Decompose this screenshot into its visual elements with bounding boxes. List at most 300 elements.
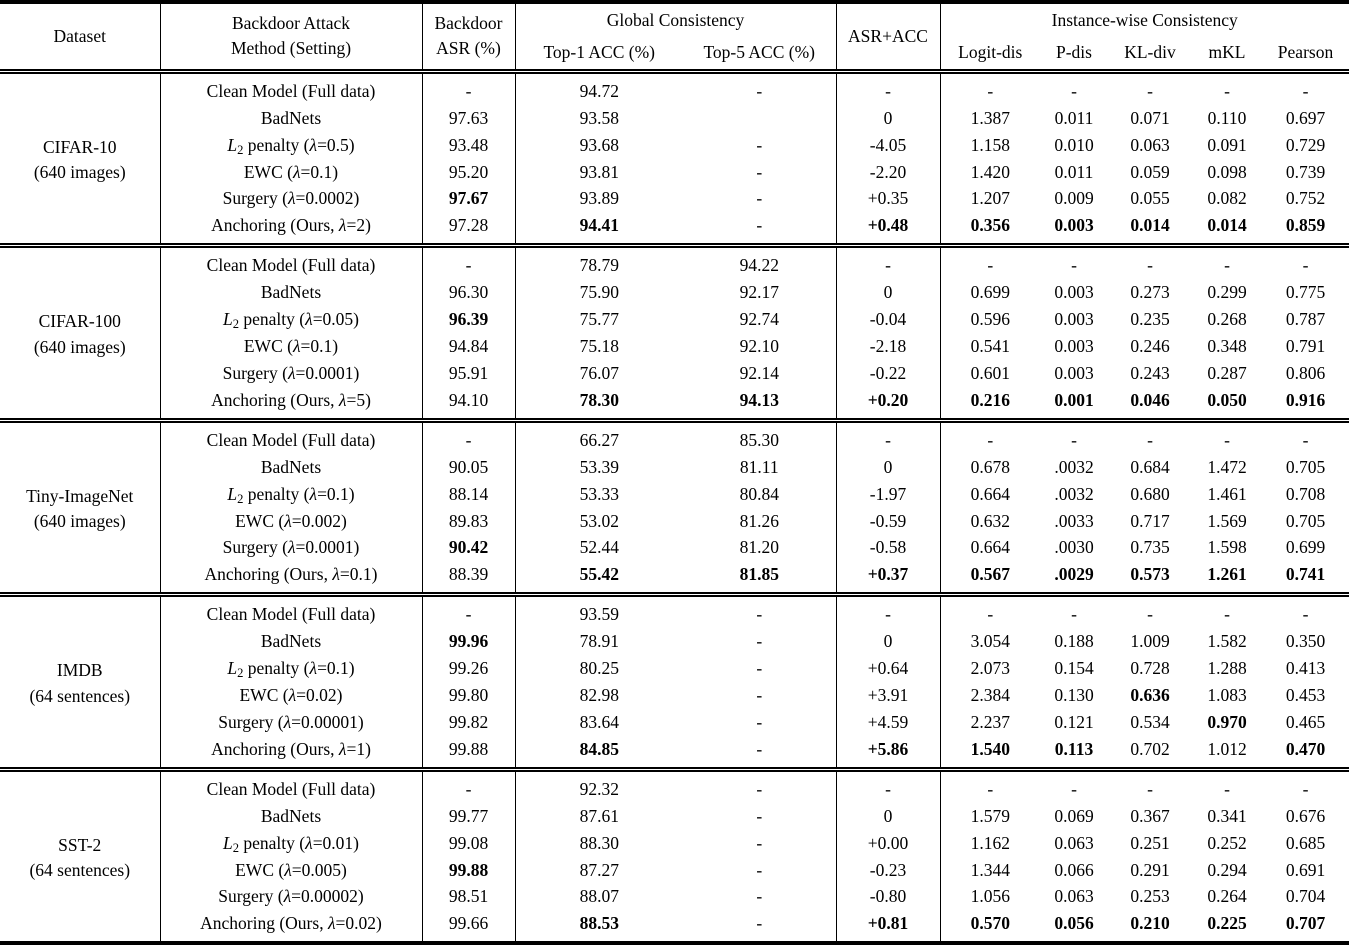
cell-asr_acc: 0 bbox=[836, 803, 940, 830]
dataset-group bbox=[0, 420, 1349, 595]
cell-logit_dis: 0.601 bbox=[970, 362, 1010, 383]
cell-kl_div: - bbox=[1108, 769, 1192, 803]
cell-logit_dis: 1.207 bbox=[970, 188, 1010, 209]
cell-mkl: 1.472 bbox=[1207, 456, 1247, 477]
cell-mkl: 0.970 bbox=[1207, 711, 1247, 732]
cell-asr_acc: +0.20 bbox=[836, 386, 940, 420]
method-cell: Anchoring (Ours, λ=1) bbox=[160, 735, 422, 769]
cell-top1: 93.81 bbox=[579, 161, 619, 182]
cell-p_dis: 0.011 bbox=[1054, 161, 1094, 182]
cell-asr_acc: 0 bbox=[836, 628, 940, 655]
header-top5-acc: Top-5 ACC (%) bbox=[683, 36, 836, 71]
cell-top1: 78.91 bbox=[579, 631, 619, 652]
cell-pearson: 0.453 bbox=[1285, 685, 1326, 706]
cell-p_dis: 0.113 bbox=[1054, 738, 1094, 759]
cell-top5: 94.22 bbox=[683, 246, 836, 280]
cell-p_dis: 0.056 bbox=[1054, 913, 1094, 934]
cell-pearson: 0.691 bbox=[1285, 859, 1326, 880]
cell-asr_acc: 0 bbox=[836, 279, 940, 306]
cell-logit_dis: 0.356 bbox=[970, 215, 1010, 236]
cell-pearson: 0.806 bbox=[1285, 362, 1326, 383]
cell-pearson: 0.787 bbox=[1285, 309, 1326, 330]
cell-mkl: 1.083 bbox=[1207, 685, 1247, 706]
method-cell: Clean Model (Full data) bbox=[160, 246, 422, 280]
cell-pearson: 0.775 bbox=[1285, 282, 1326, 303]
table-row bbox=[0, 595, 1349, 629]
cell-top5: 81.85 bbox=[683, 561, 836, 595]
cell-top1: 93.68 bbox=[579, 134, 619, 155]
cell-kl_div: 0.243 bbox=[1130, 362, 1170, 383]
method-cell: $L_2$ penalty (λ=0.01) bbox=[160, 829, 422, 856]
cell-mkl: 0.225 bbox=[1207, 913, 1247, 934]
cell-asr: 89.83 bbox=[422, 507, 515, 534]
cell-asr: 98.51 bbox=[422, 883, 515, 910]
header-asr-line2: ASR (%) bbox=[436, 38, 501, 59]
cell-top5 bbox=[683, 105, 836, 132]
cell-asr: 99.08 bbox=[422, 829, 515, 856]
method-cell: Anchoring (Ours, λ=0.02) bbox=[160, 910, 422, 943]
cell-logit_dis: 0.678 bbox=[970, 456, 1010, 477]
table-row bbox=[0, 420, 1349, 454]
method-cell: EWC (λ=0.02) bbox=[160, 682, 422, 709]
method-cell: EWC (λ=0.1) bbox=[160, 333, 422, 360]
cell-pearson: 0.470 bbox=[1285, 738, 1326, 759]
table-row bbox=[0, 883, 1349, 910]
cell-top1: 53.39 bbox=[579, 456, 619, 477]
cell-top1: 88.53 bbox=[579, 913, 619, 934]
cell-mkl: 0.341 bbox=[1207, 805, 1247, 826]
header-method-line1: Backdoor Attack bbox=[231, 12, 351, 33]
table-row bbox=[0, 709, 1349, 736]
cell-top1: 78.30 bbox=[579, 389, 619, 410]
table-row bbox=[0, 655, 1349, 682]
cell-top1: 87.27 bbox=[579, 859, 619, 880]
cell-mkl: 1.461 bbox=[1207, 483, 1247, 504]
cell-asr: 99.80 bbox=[422, 682, 515, 709]
cell-asr: 93.48 bbox=[422, 131, 515, 158]
cell-asr: 94.84 bbox=[422, 333, 515, 360]
cell-kl_div: 0.702 bbox=[1130, 738, 1170, 759]
cell-p_dis: - bbox=[1040, 246, 1108, 280]
cell-p_dis: 0.003 bbox=[1054, 215, 1094, 236]
table-row bbox=[0, 386, 1349, 420]
header-kl-div: KL-div bbox=[1108, 36, 1192, 71]
table-row bbox=[0, 360, 1349, 387]
header-method bbox=[160, 2, 422, 71]
cell-p_dis: 0.063 bbox=[1054, 832, 1094, 853]
method-cell: Clean Model (Full data) bbox=[160, 769, 422, 803]
cell-p_dis: 0.121 bbox=[1054, 711, 1094, 732]
cell-pearson: 0.685 bbox=[1285, 832, 1326, 853]
header-asr-plus-acc: ASR+ACC bbox=[836, 2, 940, 71]
cell-p_dis: 0.063 bbox=[1054, 886, 1094, 907]
cell-top1: 52.44 bbox=[579, 537, 619, 558]
cell-pearson: 0.859 bbox=[1285, 215, 1326, 236]
table-row bbox=[0, 279, 1349, 306]
cell-asr_acc: -2.20 bbox=[836, 158, 940, 185]
method-cell: Anchoring (Ours, λ=0.1) bbox=[160, 561, 422, 595]
table-row bbox=[0, 561, 1349, 595]
cell-asr_acc: +0.81 bbox=[836, 910, 940, 943]
cell-p_dis: 0.130 bbox=[1054, 685, 1094, 706]
dataset-cell: CIFAR-100 (640 images) bbox=[0, 246, 160, 421]
cell-p_dis: .0032 bbox=[1054, 456, 1094, 477]
cell-mkl: 1.012 bbox=[1207, 738, 1247, 759]
cell-mkl: 0.110 bbox=[1207, 107, 1247, 128]
dataset-cell: SST-2 (64 sentences) bbox=[0, 769, 160, 943]
method-cell: BadNets bbox=[160, 803, 422, 830]
table-row bbox=[0, 534, 1349, 561]
cell-pearson: 0.707 bbox=[1285, 913, 1326, 934]
cell-mkl: 1.582 bbox=[1207, 631, 1247, 652]
cell-mkl: - bbox=[1192, 420, 1262, 454]
cell-logit_dis: 1.387 bbox=[970, 107, 1010, 128]
cell-asr: 96.30 bbox=[422, 279, 515, 306]
cell-kl_div: - bbox=[1147, 80, 1153, 101]
cell-kl_div: 0.071 bbox=[1130, 107, 1170, 128]
cell-asr_acc: +3.91 bbox=[836, 682, 940, 709]
cell-mkl: 0.294 bbox=[1207, 859, 1247, 880]
cell-top1: 82.98 bbox=[579, 685, 619, 706]
cell-kl_div: 0.684 bbox=[1130, 456, 1170, 477]
method-cell: BadNets bbox=[160, 105, 422, 132]
cell-top1: 87.61 bbox=[579, 805, 619, 826]
cell-kl_div: 0.059 bbox=[1130, 161, 1170, 182]
cell-p_dis: 0.003 bbox=[1054, 362, 1094, 383]
cell-top5: 80.84 bbox=[683, 480, 836, 507]
cell-p_dis: 0.003 bbox=[1054, 282, 1094, 303]
header-method-line2: Method (Setting) bbox=[230, 38, 352, 59]
cell-asr: 97.28 bbox=[422, 212, 515, 246]
cell-kl_div: - bbox=[1108, 246, 1192, 280]
cell-top1: 53.02 bbox=[579, 510, 619, 531]
cell-asr_acc: +0.64 bbox=[836, 655, 940, 682]
cell-asr_acc: +0.37 bbox=[836, 561, 940, 595]
cell-asr: 90.05 bbox=[422, 454, 515, 481]
cell-logit_dis: - bbox=[940, 769, 1040, 803]
table-row bbox=[0, 306, 1349, 333]
header-dataset: Dataset bbox=[0, 2, 160, 71]
cell-top1: 80.25 bbox=[579, 658, 619, 679]
cell-p_dis: 0.188 bbox=[1054, 631, 1094, 652]
cell-asr_acc: - bbox=[836, 246, 940, 280]
cell-top1: 88.07 bbox=[579, 886, 619, 907]
cell-mkl: 1.261 bbox=[1207, 564, 1247, 585]
cell-asr_acc: - bbox=[836, 769, 940, 803]
cell-logit_dis: 0.596 bbox=[970, 309, 1010, 330]
cell-kl_div: 0.235 bbox=[1130, 309, 1170, 330]
cell-logit_dis: 2.073 bbox=[970, 658, 1010, 679]
cell-asr_acc: -2.18 bbox=[836, 333, 940, 360]
cell-top5: - bbox=[683, 682, 836, 709]
header-row-1 bbox=[0, 2, 1349, 36]
method-cell: Surgery (λ=0.00002) bbox=[160, 883, 422, 910]
cell-kl_div: 0.253 bbox=[1130, 886, 1170, 907]
cell-logit_dis: 0.567 bbox=[970, 564, 1010, 585]
cell-asr: 90.42 bbox=[422, 534, 515, 561]
cell-logit_dis: - bbox=[940, 246, 1040, 280]
cell-logit_dis: 1.420 bbox=[970, 161, 1010, 182]
cell-top1: 92.32 bbox=[515, 769, 683, 803]
cell-pearson: 0.350 bbox=[1285, 631, 1326, 652]
cell-asr_acc: -4.05 bbox=[836, 131, 940, 158]
cell-top5: - bbox=[683, 595, 836, 629]
cell-asr_acc: +0.35 bbox=[836, 185, 940, 212]
cell-p_dis: .0029 bbox=[1054, 564, 1094, 585]
method-cell: $L_2$ penalty (λ=0.1) bbox=[160, 480, 422, 507]
cell-pearson: - bbox=[1262, 769, 1349, 803]
table-row bbox=[0, 131, 1349, 158]
cell-asr: - bbox=[422, 420, 515, 454]
cell-mkl: 0.050 bbox=[1207, 389, 1247, 410]
cell-asr: 97.63 bbox=[422, 105, 515, 132]
cell-pearson: 0.741 bbox=[1285, 564, 1326, 585]
cell-top5: 81.20 bbox=[683, 534, 836, 561]
cell-p_dis: 0.003 bbox=[1054, 336, 1094, 357]
cell-top5: - bbox=[683, 212, 836, 246]
cell-p_dis: - bbox=[1040, 420, 1108, 454]
cell-mkl: 0.264 bbox=[1207, 886, 1247, 907]
cell-p_dis: 0.003 bbox=[1054, 309, 1094, 330]
cell-asr_acc: - bbox=[836, 420, 940, 454]
table-row bbox=[0, 735, 1349, 769]
dataset-cell: Tiny-ImageNet (640 images) bbox=[0, 420, 160, 595]
cell-p_dis: .0030 bbox=[1054, 537, 1094, 558]
cell-asr: 99.77 bbox=[422, 803, 515, 830]
dataset-group bbox=[0, 595, 1349, 770]
method-cell: $L_2$ penalty (λ=0.1) bbox=[160, 655, 422, 682]
cell-kl_div: 0.728 bbox=[1130, 658, 1170, 679]
table-row bbox=[0, 212, 1349, 246]
cell-mkl: - bbox=[1224, 80, 1230, 101]
cell-pearson: 0.699 bbox=[1285, 537, 1326, 558]
method-cell: Surgery (λ=0.0001) bbox=[160, 534, 422, 561]
cell-mkl: 1.288 bbox=[1207, 658, 1247, 679]
cell-kl_div: 0.534 bbox=[1130, 711, 1170, 732]
table-row bbox=[0, 910, 1349, 943]
cell-asr_acc: -0.59 bbox=[836, 507, 940, 534]
cell-pearson: - bbox=[1262, 246, 1349, 280]
cell-kl_div: 0.367 bbox=[1130, 805, 1170, 826]
cell-pearson: - bbox=[1262, 420, 1349, 454]
cell-asr_acc: -1.97 bbox=[836, 480, 940, 507]
cell-top5: - bbox=[683, 71, 836, 105]
cell-top1: 78.79 bbox=[515, 246, 683, 280]
header-pearson: Pearson bbox=[1262, 36, 1349, 71]
cell-top5: - bbox=[683, 628, 836, 655]
cell-mkl: 0.014 bbox=[1207, 215, 1247, 236]
cell-top5: - bbox=[683, 769, 836, 803]
cell-logit_dis: 3.054 bbox=[970, 631, 1010, 652]
cell-top1: 83.64 bbox=[579, 711, 619, 732]
table-row bbox=[0, 829, 1349, 856]
cell-asr_acc: 0 bbox=[836, 105, 940, 132]
dataset-cell: IMDB (64 sentences) bbox=[0, 595, 160, 770]
cell-asr_acc: - bbox=[836, 595, 940, 629]
cell-top5: - bbox=[683, 735, 836, 769]
cell-logit_dis: 1.158 bbox=[970, 134, 1010, 155]
header-top1-acc: Top-1 ACC (%) bbox=[515, 36, 683, 71]
cell-mkl: 0.299 bbox=[1207, 282, 1247, 303]
cell-mkl: 1.598 bbox=[1207, 537, 1247, 558]
cell-top5: 81.11 bbox=[683, 454, 836, 481]
cell-p_dis: - bbox=[1071, 80, 1077, 101]
cell-top5: - bbox=[683, 803, 836, 830]
cell-p_dis: 0.066 bbox=[1054, 859, 1094, 880]
table-row bbox=[0, 105, 1349, 132]
method-cell: EWC (λ=0.002) bbox=[160, 507, 422, 534]
cell-logit_dis: 0.216 bbox=[970, 389, 1010, 410]
method-cell: $L_2$ penalty (λ=0.5) bbox=[160, 131, 422, 158]
cell-mkl: 1.569 bbox=[1207, 510, 1247, 531]
cell-kl_div: 0.680 bbox=[1130, 483, 1170, 504]
cell-p_dis: 0.001 bbox=[1054, 389, 1094, 410]
cell-pearson: 0.705 bbox=[1285, 510, 1326, 531]
header-backdoor-asr bbox=[422, 2, 515, 71]
cell-kl_div: 0.717 bbox=[1130, 510, 1170, 531]
cell-kl_div: 0.273 bbox=[1130, 282, 1170, 303]
cell-asr: 95.20 bbox=[422, 158, 515, 185]
cell-asr: 99.82 bbox=[422, 709, 515, 736]
cell-logit_dis: 0.699 bbox=[970, 282, 1010, 303]
cell-pearson: - bbox=[1302, 80, 1309, 101]
cell-top5: 92.74 bbox=[683, 306, 836, 333]
cell-logit_dis: - bbox=[940, 420, 1040, 454]
cell-p_dis: .0032 bbox=[1054, 483, 1094, 504]
method-cell: Surgery (λ=0.0001) bbox=[160, 360, 422, 387]
cell-top1: 94.72 bbox=[579, 80, 619, 101]
cell-asr: 99.26 bbox=[422, 655, 515, 682]
cell-top5: - bbox=[683, 131, 836, 158]
cell-kl_div: 0.246 bbox=[1130, 336, 1170, 357]
cell-logit_dis: 1.579 bbox=[970, 805, 1010, 826]
cell-logit_dis: 1.056 bbox=[970, 886, 1010, 907]
cell-kl_div: - bbox=[1108, 420, 1192, 454]
cell-mkl: 0.268 bbox=[1207, 309, 1247, 330]
cell-kl_div: 0.046 bbox=[1130, 389, 1170, 410]
dataset-cell: CIFAR-10 (640 images) bbox=[0, 71, 160, 246]
table-row bbox=[0, 856, 1349, 883]
cell-pearson: 0.739 bbox=[1285, 161, 1326, 182]
cell-asr_acc: +0.48 bbox=[836, 212, 940, 246]
table-row bbox=[0, 507, 1349, 534]
cell-logit_dis: 0.541 bbox=[970, 336, 1010, 357]
cell-logit_dis: - bbox=[940, 595, 1040, 629]
dataset-group bbox=[0, 71, 1349, 246]
method-cell: BadNets bbox=[160, 454, 422, 481]
method-cell: Anchoring (Ours, λ=2) bbox=[160, 212, 422, 246]
cell-pearson: 0.704 bbox=[1285, 886, 1326, 907]
cell-pearson: 0.705 bbox=[1285, 456, 1326, 477]
cell-logit_dis: 2.237 bbox=[970, 711, 1010, 732]
cell-logit_dis: - bbox=[987, 80, 994, 101]
cell-kl_div: - bbox=[1108, 595, 1192, 629]
cell-pearson: 0.791 bbox=[1285, 336, 1326, 357]
cell-kl_div: 0.291 bbox=[1130, 859, 1170, 880]
cell-kl_div: 0.055 bbox=[1130, 188, 1170, 209]
cell-asr: - bbox=[422, 595, 515, 629]
header-mkl: mKL bbox=[1192, 36, 1262, 71]
cell-top1: 93.59 bbox=[515, 595, 683, 629]
cell-kl_div: 0.251 bbox=[1130, 832, 1170, 853]
cell-p_dis: 0.154 bbox=[1054, 658, 1094, 679]
cell-top1: 53.33 bbox=[579, 483, 619, 504]
cell-top1: 75.18 bbox=[579, 336, 619, 357]
cell-kl_div: 0.210 bbox=[1130, 913, 1170, 934]
cell-top5: - bbox=[683, 158, 836, 185]
cell-pearson: 0.729 bbox=[1285, 134, 1326, 155]
cell-top1: 84.85 bbox=[579, 738, 619, 759]
cell-p_dis: 0.011 bbox=[1054, 107, 1094, 128]
cell-mkl: 0.082 bbox=[1207, 188, 1247, 209]
cell-kl_div: 0.735 bbox=[1130, 537, 1170, 558]
cell-top5: - bbox=[683, 910, 836, 943]
cell-top5: 81.26 bbox=[683, 507, 836, 534]
method-cell: EWC (λ=0.1) bbox=[160, 158, 422, 185]
cell-mkl: 0.252 bbox=[1207, 832, 1247, 853]
cell-asr_acc: 0 bbox=[836, 454, 940, 481]
cell-kl_div: 0.063 bbox=[1130, 134, 1170, 155]
cell-mkl: 0.091 bbox=[1207, 134, 1247, 155]
table-row bbox=[0, 682, 1349, 709]
cell-asr: 99.96 bbox=[422, 628, 515, 655]
cell-kl_div: 0.014 bbox=[1130, 215, 1170, 236]
cell-top1: 55.42 bbox=[579, 564, 619, 585]
cell-mkl: - bbox=[1192, 595, 1262, 629]
cell-mkl: 0.287 bbox=[1207, 362, 1247, 383]
cell-asr_acc: -0.23 bbox=[836, 856, 940, 883]
cell-top1: 66.27 bbox=[515, 420, 683, 454]
cell-top1: 93.58 bbox=[579, 107, 619, 128]
cell-top5: - bbox=[683, 883, 836, 910]
cell-top5: 94.13 bbox=[683, 386, 836, 420]
cell-top1: 75.77 bbox=[579, 309, 619, 330]
header-p-dis: P-dis bbox=[1040, 36, 1108, 71]
cell-top5: - bbox=[683, 829, 836, 856]
cell-logit_dis: 0.632 bbox=[970, 510, 1010, 531]
cell-asr: 96.39 bbox=[422, 306, 515, 333]
cell-asr: - bbox=[422, 71, 515, 105]
cell-kl_div: 1.009 bbox=[1130, 631, 1170, 652]
cell-asr_acc: +5.86 bbox=[836, 735, 940, 769]
cell-asr: 99.88 bbox=[422, 735, 515, 769]
cell-asr: 94.10 bbox=[422, 386, 515, 420]
cell-logit_dis: 1.162 bbox=[970, 832, 1010, 853]
table-row bbox=[0, 185, 1349, 212]
method-cell: Surgery (λ=0.0002) bbox=[160, 185, 422, 212]
cell-top5: 85.30 bbox=[683, 420, 836, 454]
cell-top5: - bbox=[683, 856, 836, 883]
cell-asr: 88.39 bbox=[422, 561, 515, 595]
method-cell: Surgery (λ=0.00001) bbox=[160, 709, 422, 736]
cell-top5: - bbox=[683, 709, 836, 736]
cell-p_dis: - bbox=[1040, 769, 1108, 803]
cell-pearson: 0.465 bbox=[1285, 711, 1326, 732]
header-global-consistency-group: Global Consistency bbox=[515, 2, 836, 36]
header-instance-consistency-group: Instance-wise Consistency bbox=[1051, 10, 1238, 30]
cell-logit_dis: 1.540 bbox=[970, 738, 1010, 759]
cell-asr: 99.88 bbox=[422, 856, 515, 883]
header-asr-line1: Backdoor bbox=[434, 12, 503, 33]
cell-top1: 93.89 bbox=[579, 188, 619, 209]
method-cell: Clean Model (Full data) bbox=[160, 420, 422, 454]
cell-p_dis: 0.009 bbox=[1054, 188, 1094, 209]
cell-p_dis: 0.010 bbox=[1054, 134, 1094, 155]
method-cell: Clean Model (Full data) bbox=[160, 71, 422, 105]
cell-pearson: 0.916 bbox=[1285, 389, 1326, 410]
cell-pearson: 0.697 bbox=[1285, 107, 1326, 128]
cell-pearson: - bbox=[1262, 595, 1349, 629]
